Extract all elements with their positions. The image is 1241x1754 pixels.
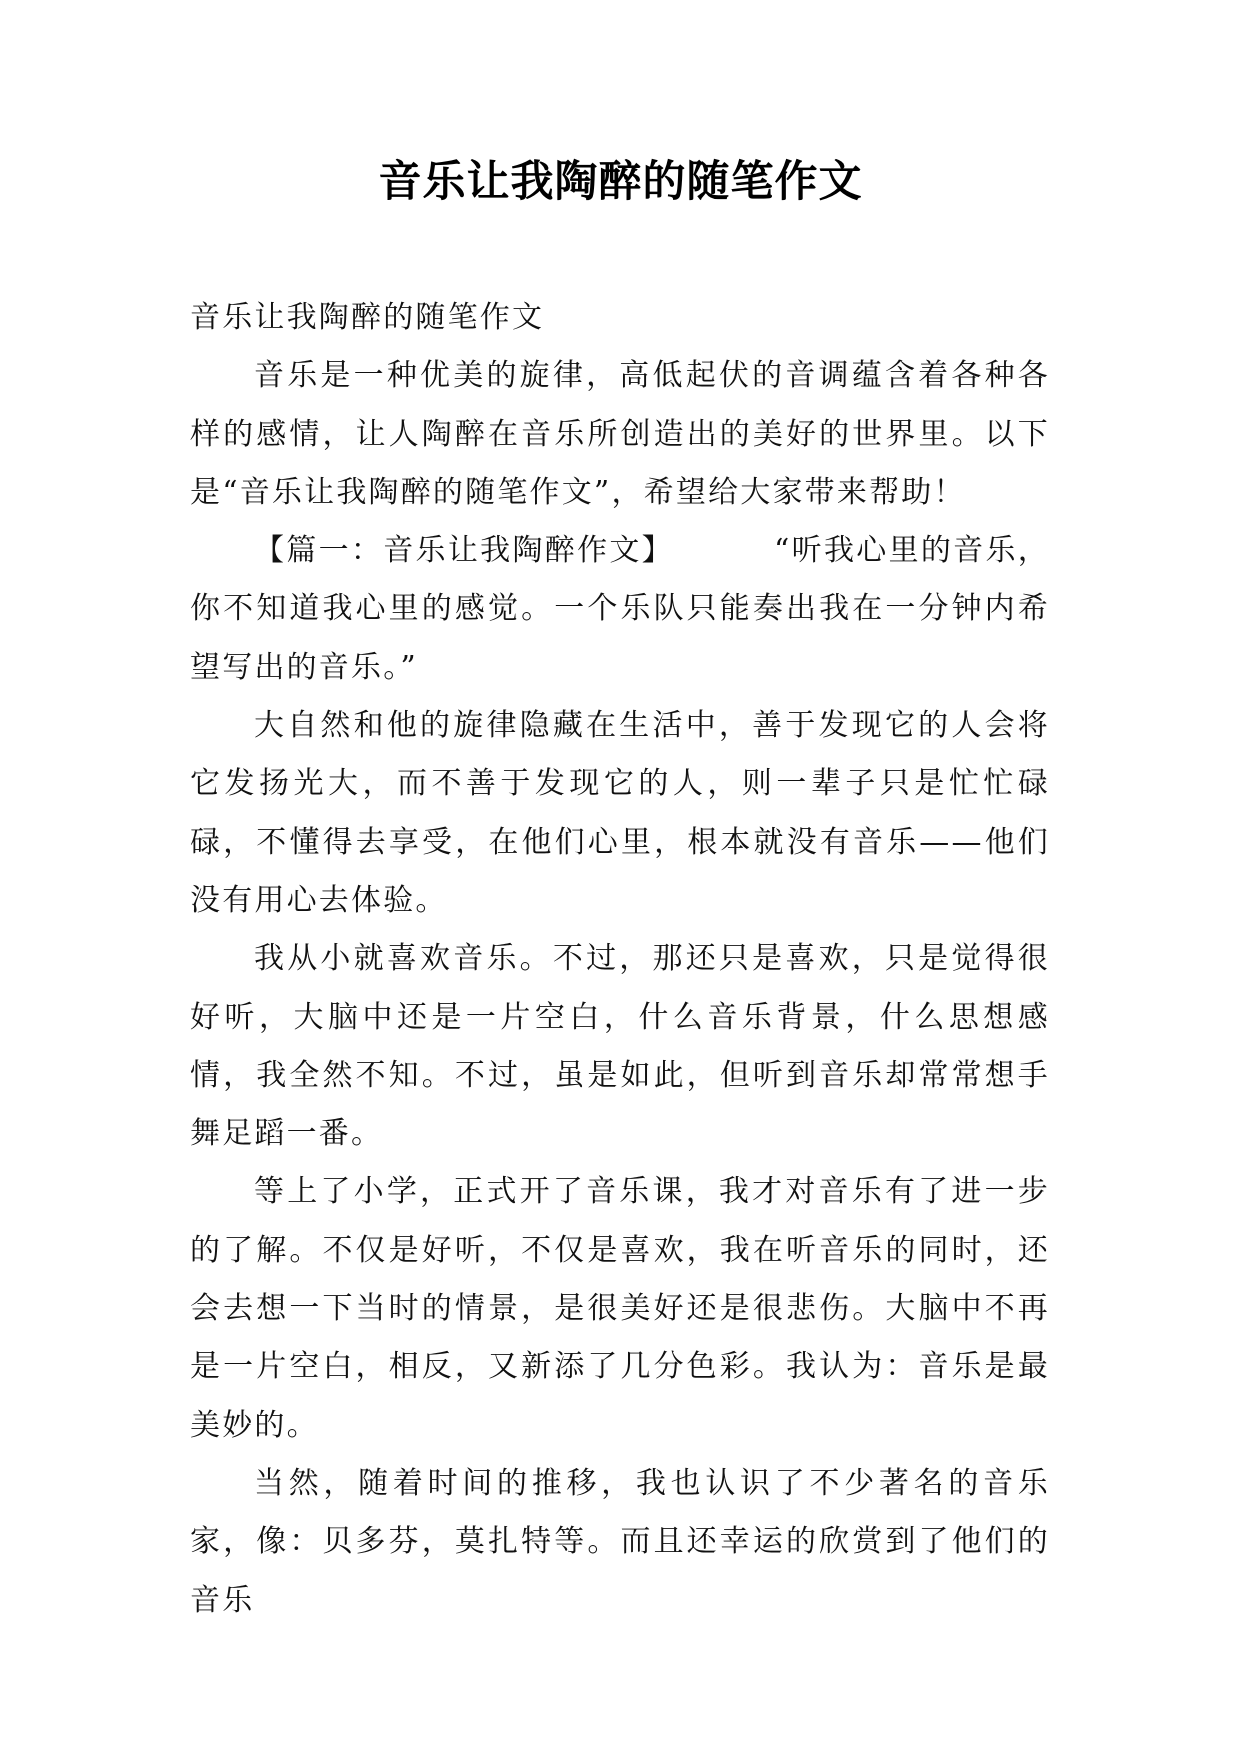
document-body (190, 289, 1050, 1630)
section-heading: 【篇一：音乐让我陶醉作文】 (254, 533, 674, 569)
document-title: 音乐让我陶醉的随笔作文 (378, 157, 863, 207)
opening-quote: “听我心里的音乐，你不知道我心里的感觉。一个乐队只能奏出我在一分钟内希望写出的音乐。” (190, 533, 1050, 685)
body-paragraph-3: 等上了小学，正式开了音乐课，我才对音乐有了进一步的了解。不仅是好听，不仅是喜欢，我在听音乐的同时，还会去想一下当时的情景，是很美好还是很悲伤。大脑中不再是一片空白，相反，又新添了几分色彩。我认为：音乐是最美妙的。 (190, 1174, 1050, 1443)
body-paragraph-1: 大自然和他的旋律隐藏在生活中，善于发现它的人会将它发扬光大，而不善于发现它的人，则一辈子只是忙忙碌碌，不懂得去享受，在他们心里，根本就没有音乐——他们没有用心去体验。 (190, 708, 1050, 918)
section-paragraph (190, 522, 1050, 697)
body-paragraph-2: 我从小就喜欢音乐。不过，那还只是喜欢，只是觉得很好听，大脑中还是一片空白，什么音乐背景，什么思想感情，我全然不知。不过，虽是如此，但听到音乐却常常想手舞足蹈一番。 (190, 941, 1050, 1152)
document-subtitle: 音乐让我陶醉的随笔作文 (190, 300, 545, 335)
body-paragraph-4: 当然，随着时间的推移，我也认识了不少著名的音乐家，像：贝多芬，莫扎特等。而且还幸运的欣赏到了他们的音乐 (190, 1465, 1050, 1618)
intro-paragraph: 音乐是一种优美的旋律，高低起伏的音调蕴含着各种各样的感情，让人陶醉在音乐所创造出的美好的世界里。以下是“音乐让我陶醉的随笔作文”，希望给大家带来帮助！ (190, 358, 1050, 510)
